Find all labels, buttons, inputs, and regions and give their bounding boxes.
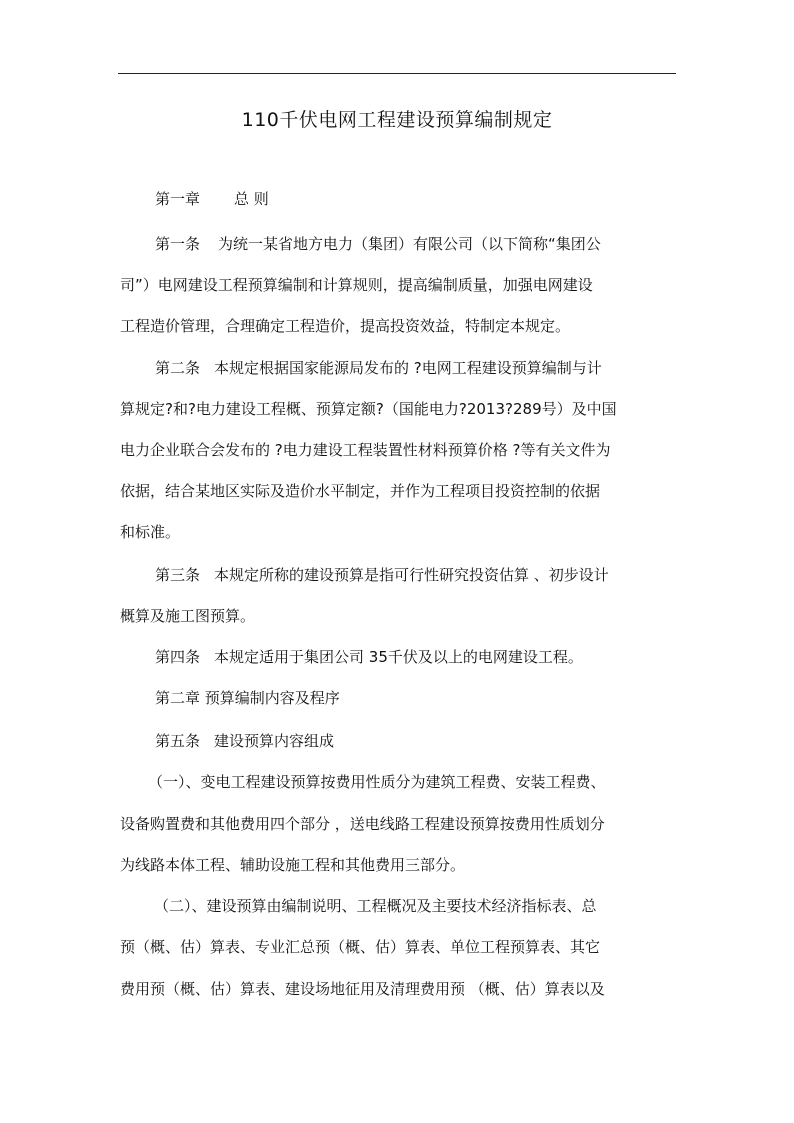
- header-rule: [118, 73, 676, 74]
- item-1-line-2: 设备购置费和其他费用四个部分 ，送电线路工程建设预算按费用性质划分: [120, 815, 605, 833]
- chapter-1-name: 总 则: [234, 190, 269, 208]
- article-3-label: 第三条: [155, 566, 201, 584]
- article-2-text: 本规定根据国家能源局发布的 ?电网工程建设预算编制与计: [214, 359, 602, 377]
- article-1-line-2: 司”）电网建设工程预算编制和计算规则，提高编制质量，加强电网建设: [120, 276, 593, 294]
- article-5-label: 第五条: [155, 732, 201, 750]
- article-2-line-2: 算规定?和?电力建设工程概、预算定额?（国能电力?2013?289号）及中国: [120, 400, 617, 418]
- article-2-line-5: 和标准。: [120, 523, 181, 541]
- article-2-label: 第二条: [155, 359, 201, 377]
- article-1-label: 第一条: [155, 235, 201, 253]
- article-2-line-4: 依据，结合某地区实际及造价水平制定，并作为工程项目投资控制的依据: [120, 482, 601, 500]
- chapter-2-label: 第二章: [155, 689, 201, 707]
- article-3-line-1: [155, 565, 609, 585]
- document-title: 110千伏电网工程建设预算编制规定: [241, 109, 553, 131]
- article-4-label: 第四条: [155, 648, 201, 666]
- article-3-text: 本规定所称的建设预算是指可行性研究投资估算 、初步设计: [214, 566, 609, 584]
- article-5-text: 建设预算内容组成: [214, 732, 335, 750]
- chapter-1-heading: [155, 189, 269, 209]
- article-4-line-1: [155, 647, 583, 667]
- article-1-text: 为统一某省地方电力（集团）有限公司（以下简称“集团公: [218, 235, 601, 253]
- article-3-line-2: 概算及施工图预算。: [120, 607, 256, 625]
- chapter-2-name: 预算编制内容及程序: [204, 689, 340, 707]
- article-4-text: 本规定适用于集团公司 35千伏及以上的电网建设工程。: [214, 648, 583, 666]
- chapter-2-heading: [155, 688, 340, 708]
- item-2-line-2: 预（概、估）算表、专业汇总预（概、估）算表、单位工程预算表、其它: [120, 938, 601, 956]
- item-1-line-3: 为线路本体工程、辅助设施工程和其他费用三部分。: [120, 856, 466, 874]
- item-1-line-1: （一）、变电工程建设预算按费用性质分为建筑工程费、安装工程费、: [148, 773, 606, 791]
- article-2-line-3: 电力企业联合会发布的 ?电力建设工程装置性材料预算价格 ?等有关文件为: [120, 441, 611, 459]
- article-5-line-1: [155, 731, 334, 751]
- article-2-line-1: [155, 358, 602, 378]
- item-2-line-3: 费用预（概、估）算表、建设场地征用及清理费用预 （概、估）算表以及: [120, 980, 605, 998]
- chapter-1-label: 第一章: [155, 190, 201, 208]
- item-2-line-1: （二）、建设预算由编制说明、工程概况及主要技术经济指标表、总: [154, 897, 597, 915]
- article-1-line-3: 工程造价管理，合理确定工程造价，提高投资效益，特制定本规定。: [120, 317, 571, 335]
- article-1-line-1: [155, 234, 601, 254]
